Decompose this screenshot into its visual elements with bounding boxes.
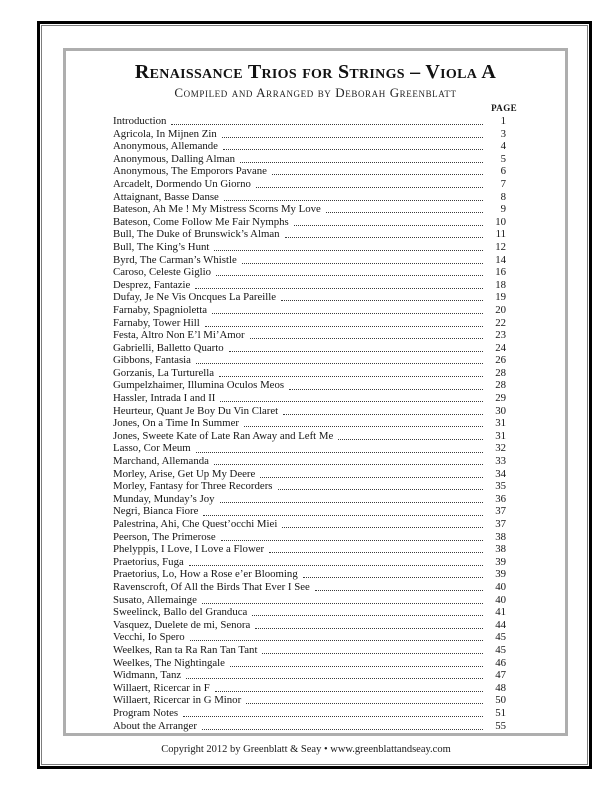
toc-entry-title: Bateson, Ah Me ! My Mistress Scorns My Love <box>113 203 321 216</box>
toc-entry-title: Farnaby, Spagnioletta <box>113 303 208 316</box>
toc-entry-title: Peerson, The Primerose <box>113 530 216 543</box>
toc-entry-title: Heurteur, Quant Je Boy Du Vin Claret <box>113 404 279 417</box>
dotted-leader <box>190 640 483 641</box>
toc-row <box>113 430 506 443</box>
toc-row <box>113 594 506 607</box>
toc-entry-page-number: 31 <box>495 417 506 430</box>
toc-entry-title: Bull, The King’s Hunt <box>113 240 210 253</box>
toc-row <box>113 606 506 619</box>
toc-row <box>113 531 506 544</box>
toc-entry-page-number: 23 <box>495 329 506 342</box>
footer-copyright: Copyright 2012 by Greenblatt & Seay • www.greenblattandseay.com <box>161 744 451 755</box>
toc-entry-title: Anonymous, Dalling Alman <box>113 152 236 165</box>
toc-entry-page-number: 12 <box>495 240 506 253</box>
toc-entry-title: About the Arranger <box>113 719 197 732</box>
dotted-leader <box>214 464 483 465</box>
toc-row <box>113 115 506 128</box>
toc-entry-page-number: 4 <box>500 140 506 153</box>
toc-entry-title: Arcadelt, Dormendo Un Giorno <box>113 177 251 190</box>
toc-entry-page-number: 44 <box>495 618 506 631</box>
toc-row <box>113 631 506 644</box>
toc-entry-title: Vecchi, Io Spero <box>113 631 185 644</box>
toc-row <box>113 342 506 355</box>
content-frame <box>63 48 568 736</box>
toc-row <box>113 657 506 670</box>
toc-entry-page-number: 47 <box>495 669 506 682</box>
toc-row <box>113 165 506 178</box>
toc-entry-title: Desprez, Fantazie <box>113 278 191 291</box>
toc-entry-page-number: 50 <box>495 694 506 707</box>
toc-entry-title: Program Notes <box>113 706 179 719</box>
dotted-leader <box>186 678 483 679</box>
toc-entry-page-number: 5 <box>500 152 506 165</box>
dotted-leader <box>189 565 483 566</box>
toc-row <box>113 228 506 241</box>
toc-entry-title: Hassler, Intrada I and II <box>113 392 216 405</box>
toc-entry-title: Jones, On a Time In Summer <box>113 417 239 430</box>
dotted-leader <box>281 300 483 301</box>
toc-row <box>113 505 506 518</box>
toc-entry-page-number: 22 <box>495 316 506 329</box>
toc-row <box>113 455 506 468</box>
toc-entry-page-number: 6 <box>500 165 506 178</box>
dotted-leader <box>246 703 483 704</box>
toc-row <box>113 266 506 279</box>
toc-entry-title: Byrd, The Carman’s Whistle <box>113 253 237 266</box>
toc-row <box>113 568 506 581</box>
toc-row <box>113 392 506 405</box>
toc-entry-page-number: 39 <box>495 555 506 568</box>
toc-entry-title: Ravenscroft, Of All the Birds That Ever I See <box>113 580 310 593</box>
toc-row <box>113 178 506 191</box>
toc-entry-title: Gorzanis, La Turturella <box>113 366 215 379</box>
toc-row <box>113 304 506 317</box>
dotted-leader <box>269 552 483 553</box>
dotted-leader <box>195 288 483 289</box>
toc-entry-page-number: 24 <box>495 341 506 354</box>
toc-entry-page-number: 16 <box>495 266 506 279</box>
toc-row <box>113 128 506 141</box>
toc-entry-title: Jones, Sweete Kate of Late Ran Away and Left Me <box>113 429 334 442</box>
toc-entry-title: Morley, Fantasy for Three Recorders <box>113 480 273 493</box>
dotted-leader <box>289 389 483 390</box>
toc-entry-page-number: 31 <box>495 429 506 442</box>
dotted-leader <box>262 653 483 654</box>
toc-entry-page-number: 28 <box>495 366 506 379</box>
dotted-leader <box>202 729 483 730</box>
toc-entry-title: Bull, The Duke of Brunswick’s Alman <box>113 228 280 241</box>
dotted-leader <box>220 401 483 402</box>
toc-entry-page-number: 39 <box>495 568 506 581</box>
toc-entry-page-number: 51 <box>495 706 506 719</box>
toc-entry-title: Attaignant, Basse Danse <box>113 190 219 203</box>
dotted-leader <box>272 174 483 175</box>
toc-entry-page-number: 45 <box>495 631 506 644</box>
toc-row <box>113 216 506 229</box>
toc-row <box>113 556 506 569</box>
dotted-leader <box>282 527 483 528</box>
toc-entry-title: Willaert, Ricercar in G Minor <box>113 694 242 707</box>
toc-entry-title: Morley, Arise, Get Up My Deere <box>113 467 256 480</box>
toc-entry-page-number: 26 <box>495 354 506 367</box>
toc-entry-title: Anonymous, The Emporors Pavane <box>113 165 267 178</box>
dotted-leader <box>196 452 483 453</box>
dotted-leader <box>260 477 483 478</box>
toc-entry-title: Dufay, Je Ne Vis Oncques La Pareille <box>113 291 277 304</box>
dotted-leader <box>196 363 483 364</box>
toc-entry-page-number: 35 <box>495 480 506 493</box>
toc-row <box>113 694 506 707</box>
dotted-leader <box>285 237 483 238</box>
toc-entry-page-number: 41 <box>495 606 506 619</box>
toc-entry-page-number: 7 <box>500 177 506 190</box>
toc-entry-page-number: 30 <box>495 404 506 417</box>
toc-entry-page-number: 18 <box>495 278 506 291</box>
dotted-leader <box>202 603 483 604</box>
toc-row <box>113 493 506 506</box>
dotted-leader <box>230 666 483 667</box>
toc-entry-page-number: 3 <box>500 127 506 140</box>
dotted-leader <box>294 225 483 226</box>
toc-entry-page-number: 19 <box>495 291 506 304</box>
toc-entry-page-number: 45 <box>495 643 506 656</box>
dotted-leader <box>252 615 483 616</box>
toc-entry-page-number: 40 <box>495 593 506 606</box>
toc-row <box>113 707 506 720</box>
toc-row <box>113 720 506 733</box>
toc-entry-title: Farnaby, Tower Hill <box>113 316 200 329</box>
toc-entry-page-number: 33 <box>495 455 506 468</box>
dotted-leader <box>224 200 483 201</box>
dotted-leader <box>203 515 483 516</box>
dotted-leader <box>255 628 483 629</box>
toc-entry-title: Praetorius, Lo, How a Rose e’er Blooming <box>113 568 298 581</box>
toc-row <box>113 203 506 216</box>
toc-entry-page-number: 40 <box>495 580 506 593</box>
toc-entry-title: Susato, Allemainge <box>113 593 197 606</box>
toc-entry-title: Gumpelzhaimer, Illumina Oculos Meos <box>113 379 285 392</box>
dotted-leader <box>212 313 483 314</box>
toc-entry-page-number: 37 <box>495 505 506 518</box>
dotted-leader <box>256 187 483 188</box>
toc-entry-page-number: 20 <box>495 303 506 316</box>
toc-row <box>113 518 506 531</box>
toc-row <box>113 354 506 367</box>
dotted-leader <box>220 502 483 503</box>
toc-row <box>113 241 506 254</box>
toc-entry-title: Sweelinck, Ballo del Granduca <box>113 606 248 619</box>
toc-row <box>113 191 506 204</box>
toc-entry-title: Gabrielli, Balletto Quarto <box>113 341 224 354</box>
toc-row <box>113 379 506 392</box>
toc-entry-title: Munday, Munday’s Joy <box>113 492 215 505</box>
toc-entry-title: Weelkes, The Nightingale <box>113 656 225 669</box>
dotted-leader <box>229 351 483 352</box>
toc-row <box>113 619 506 632</box>
dotted-leader <box>242 263 483 264</box>
toc-entry-page-number: 10 <box>495 215 506 228</box>
toc-entry-title: Introduction <box>113 115 167 127</box>
toc-entry-title: Palestrina, Ahi, Che Quest’occhi Miei <box>113 518 278 530</box>
page-title: Renaissance Trios for Strings – Viola A <box>134 61 497 83</box>
dotted-leader <box>338 439 483 440</box>
toc-entry-title: Weelkes, Ran ta Ra Ran Tan Tant <box>113 643 258 656</box>
toc-row <box>113 682 506 695</box>
toc-entry-page-number: 11 <box>495 228 506 241</box>
toc-row <box>113 140 506 153</box>
toc-entry-page-number: 46 <box>495 656 506 669</box>
toc-row <box>113 669 506 682</box>
page-subtitle: Compiled and Arranged by Deborah Greenblatt <box>174 85 457 100</box>
toc-entry-title: Willaert, Ricercar in F <box>113 681 210 694</box>
dotted-leader <box>278 489 483 490</box>
toc-entry-page-number: 29 <box>495 392 506 405</box>
toc-entry-page-number: 28 <box>495 379 506 392</box>
toc-row <box>113 153 506 166</box>
dotted-leader <box>205 326 483 327</box>
dotted-leader <box>221 540 483 541</box>
toc-row <box>113 291 506 304</box>
dotted-leader <box>215 691 483 692</box>
dotted-leader <box>223 149 483 150</box>
toc-entry-page-number: 55 <box>495 719 506 732</box>
dotted-leader <box>216 275 483 276</box>
toc-entry-title: Anonymous, Allemande <box>113 140 218 153</box>
toc-entry-page-number: 32 <box>495 442 506 455</box>
toc-entry-page-number: 1 <box>500 115 506 127</box>
dotted-leader <box>171 124 483 125</box>
toc-entry-title: Agricola, In Mijnen Zin <box>113 127 217 140</box>
toc-entry-page-number: 34 <box>495 467 506 480</box>
dotted-leader <box>240 162 483 163</box>
toc-row <box>113 644 506 657</box>
toc-row <box>113 543 506 556</box>
toc-entry-page-number: 36 <box>495 492 506 505</box>
toc-list <box>113 115 506 732</box>
dotted-leader <box>244 426 483 427</box>
toc-entry-title: Widmann, Tanz <box>113 669 182 682</box>
toc-entry-title: Marchand, Allemanda <box>113 455 209 468</box>
toc-entry-page-number: 9 <box>500 203 506 216</box>
dotted-leader <box>283 414 483 415</box>
dotted-leader <box>183 716 483 717</box>
toc-row <box>113 329 506 342</box>
toc-row <box>113 405 506 418</box>
toc-row <box>113 367 506 380</box>
toc-row <box>113 480 506 493</box>
toc-row <box>113 581 506 594</box>
toc-entry-page-number: 8 <box>500 190 506 203</box>
toc-entry-title: Praetorius, Fuga <box>113 555 184 568</box>
toc-row <box>113 279 506 292</box>
toc-entry-page-number: 37 <box>495 518 506 530</box>
dotted-leader <box>250 338 483 339</box>
toc-entry-page-number: 14 <box>495 253 506 266</box>
dotted-leader <box>315 590 483 591</box>
toc-entry-title: Gibbons, Fantasia <box>113 354 191 367</box>
dotted-leader <box>326 212 483 213</box>
toc-row <box>113 417 506 430</box>
page-column-header: PAGE <box>491 103 517 113</box>
dotted-leader <box>219 376 483 377</box>
toc-entry-title: Bateson, Come Follow Me Fair Nymphs <box>113 215 289 228</box>
toc-entry-title: Vasquez, Duelete de mi, Senora <box>113 618 251 631</box>
toc-entry-page-number: 48 <box>495 681 506 694</box>
toc-entry-page-number: 38 <box>495 530 506 543</box>
toc-entry-title: Caroso, Celeste Giglio <box>113 266 212 279</box>
toc-row <box>113 254 506 267</box>
toc-entry-title: Phelyppis, I Love, I Love a Flower <box>113 543 265 556</box>
toc-row <box>113 442 506 455</box>
toc-row <box>113 317 506 330</box>
toc-row <box>113 468 506 481</box>
toc-entry-title: Festa, Altro Non E’l Mi’Amor <box>113 329 245 342</box>
toc-entry-title: Negri, Bianca Fiore <box>113 505 199 518</box>
dotted-leader <box>303 577 483 578</box>
toc-entry-title: Lasso, Cor Meum <box>113 442 191 455</box>
dotted-leader <box>222 137 483 138</box>
toc-entry-page-number: 38 <box>495 543 506 556</box>
dotted-leader <box>214 250 483 251</box>
